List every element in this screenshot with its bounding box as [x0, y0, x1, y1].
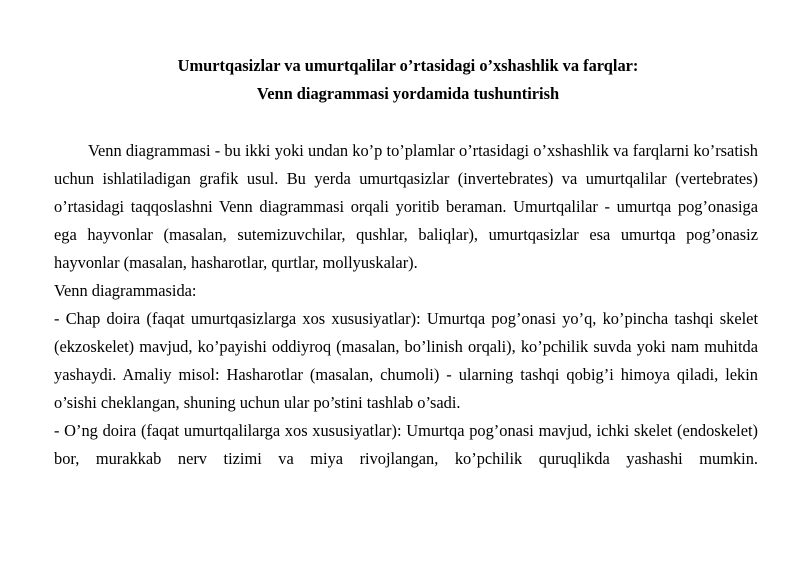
venn-heading-paragraph: Venn diagrammasida: [54, 281, 197, 300]
document-body [54, 137, 758, 473]
left-circle-paragraph: - Chap doira (faqat umurtqasizlarga xos xususiyatlar): Umurtqa pog’onasi yo’q, ko’pincha tashqi skelet (ekzoskelet) mavjud, ko’payishi oddiyroq (masalan, bo’linish orqali), ko’pchilik suvda yoki nam muhitda yashaydi. Amaliy misol: Hasharotlar (masalan, chumoli) - ularning tashqi qobig’i himoya qiladi, lekin o’sishi cheklangan, shuning uchun ular po’stini tashlab o’sadi. [54, 309, 758, 412]
intro-paragraph: Venn diagrammasi - bu ikki yoki undan ko’p to’plamlar o’rtasidagi o’xshashlik va farqlarni ko’rsatish uchun ishlatiladigan grafik usul. Bu yerda umurtqasizlar (invertebrates) va umurtqalilar (vertebrates) o’rtasidagi taqqoslashni Venn diagrammasi orqali yoritib beraman. Umurtqalilar - umurtqa pog’onasiga ega hayvonlar (masalan, sutemizuvchilar, qushlar, baliqlar), umurtqasizlar esa umurtqa pog’onasiz hayvonlar (masalan, hasharotlar, qurtlar, mollyuskalar). [54, 141, 758, 272]
title-line-1: Umurtqasizlar va umurtqalilar o’rtasidagi o’xshashlik va farqlar: [177, 56, 639, 75]
right-circle-paragraph: - O’ng doira (faqat umurtqalilarga xos xususiyatlar): Umurtqa pog’onasi mavjud, ichki skelet (endoskelet) bor, murakkab nerv tizimi va miya rivojlangan, ko’pchilik quruqlikda yashashi mumkin. [54, 421, 758, 468]
title-line-2: Venn diagrammasi yordamida tushuntirish [256, 84, 560, 103]
document-title [54, 52, 758, 108]
